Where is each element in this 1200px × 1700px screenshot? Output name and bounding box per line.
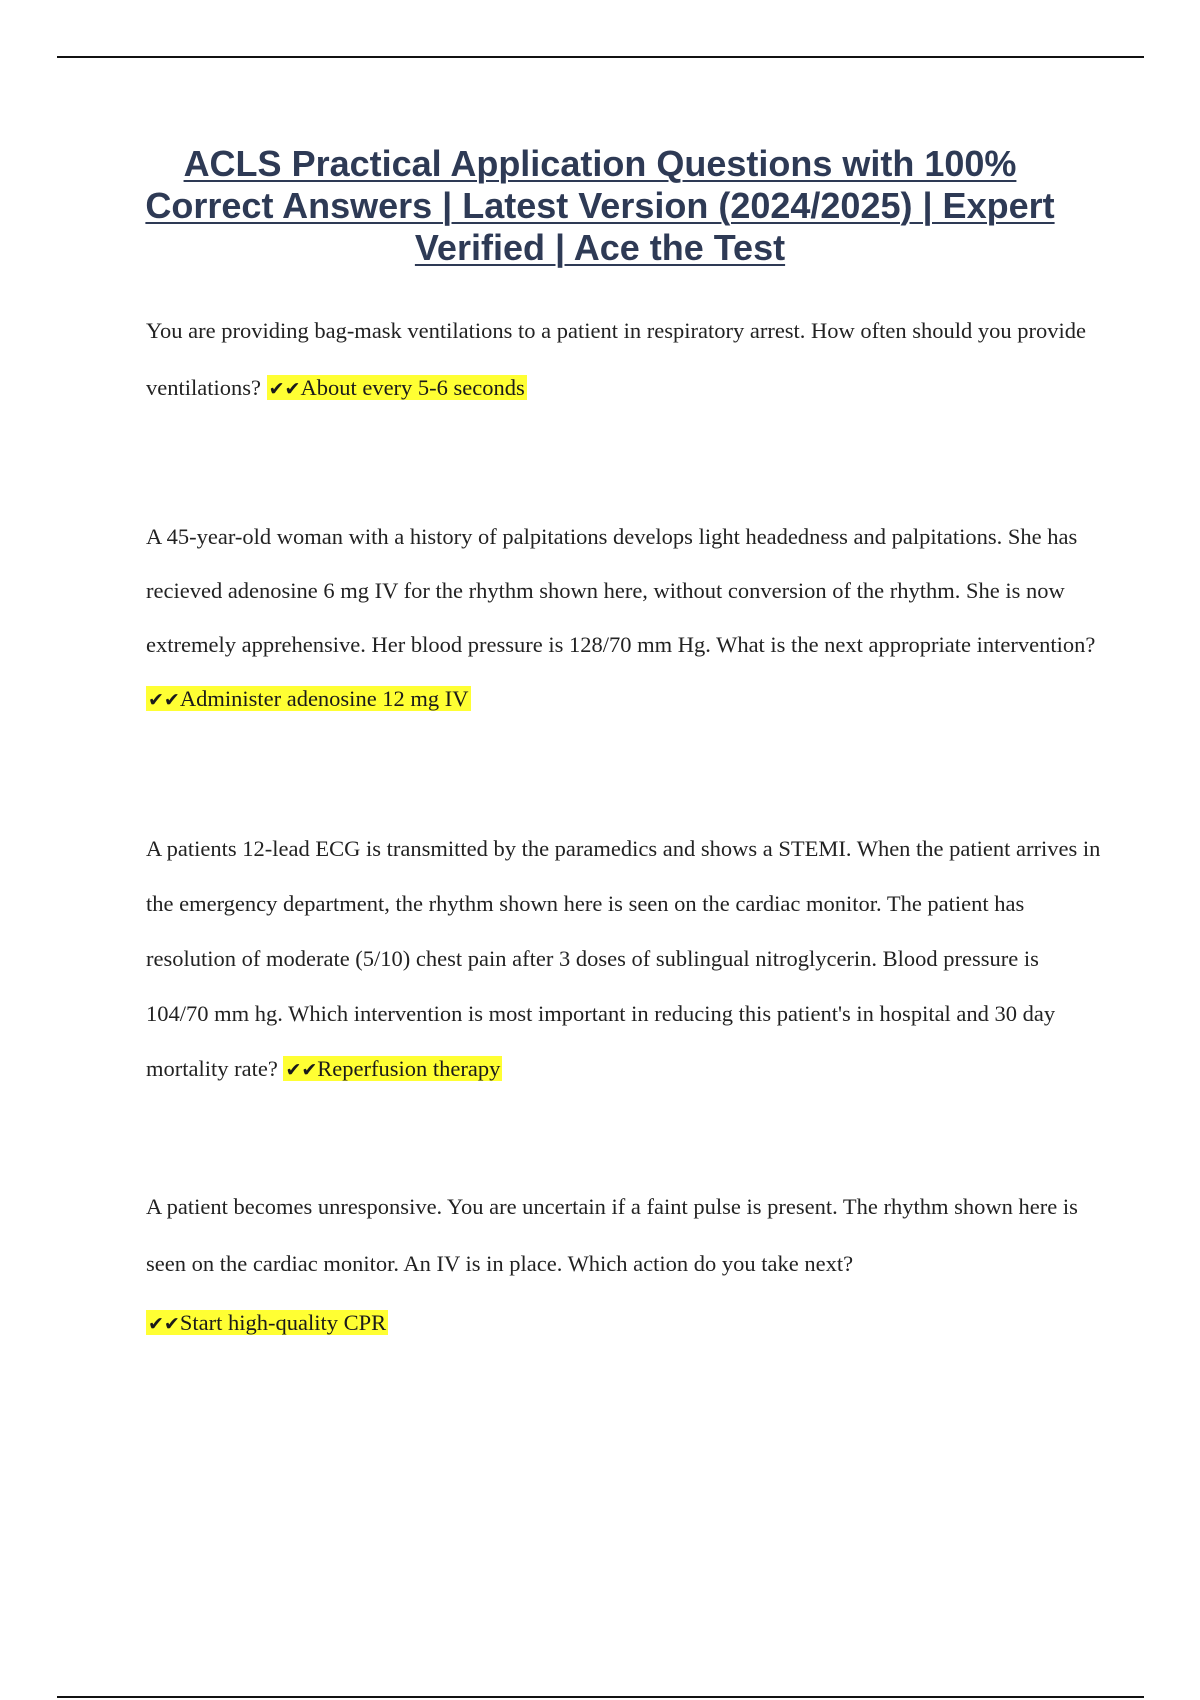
- document-title-text: ACLS Practical Application Questions with 100% Correct Answers | Latest Version (2024/2025) | Expert Verified | Ace the Test: [145, 143, 1055, 268]
- question-text: A patients 12-lead ECG is transmitted by the paramedics and shows a STEMI. When the patient arrives in the emergency department, the rhythm shown here is seen on the cardiac monitor. The patient has resolution of moderate (5/10) chest pain after 3 doses of sublingual nitroglycerin. Blood pressure is 104/70 mm hg. Which intervention is most important in reducing this patient's in hospital and 30 day mortality rate?: [146, 836, 1101, 1081]
- document-title: [120, 143, 1080, 269]
- answer-highlight: [267, 375, 527, 400]
- check-mark-icon: ✔✔: [268, 378, 301, 400]
- check-mark-icon: ✔✔: [285, 1059, 318, 1081]
- answer-text: Administer adenosine 12 mg IV: [179, 686, 469, 711]
- footer-rule: [57, 1696, 1144, 1698]
- check-mark-icon: ✔✔: [148, 689, 180, 711]
- qa-item: [146, 821, 1101, 1098]
- answer-text: Reperfusion therapy: [317, 1056, 501, 1081]
- qa-item: [146, 510, 1101, 727]
- answer-highlight: [146, 686, 471, 711]
- question-paragraph: [146, 821, 1101, 1098]
- question-text: You are providing bag-mask ventilations to a patient in respiratory arrest. How often should you provide ventilations?: [146, 318, 1087, 400]
- qa-item: [146, 1178, 1101, 1353]
- answer-highlight: [283, 1056, 502, 1081]
- question-paragraph: [146, 510, 1101, 727]
- question-text: A patient becomes unresponsive. You are uncertain if a faint pulse is present. The rhythm shown here is seen on the cardiac monitor. An IV is in place. Which action do you take next?: [146, 1194, 1078, 1276]
- answer-text: Start high-quality CPR: [179, 1310, 387, 1335]
- question-paragraph: [146, 1178, 1101, 1292]
- answer-text: About every 5-6 seconds: [300, 375, 525, 400]
- check-mark-icon: ✔✔: [148, 1313, 180, 1335]
- header-rule: [57, 56, 1144, 58]
- answer-line: [146, 1294, 1101, 1353]
- question-text: A 45-year-old woman with a history of palpitations develops light headedness and palpitations. She has recieved adenosine 6 mg IV for the rhythm shown here, without conversion of the rhythm. She is now extremely apprehensive. Her blood pressure is 128/70 mm Hg. What is the next appropriate intervention?: [146, 524, 1096, 657]
- qa-item: [146, 302, 1101, 418]
- question-paragraph: [146, 302, 1101, 418]
- answer-highlight: [146, 1310, 388, 1335]
